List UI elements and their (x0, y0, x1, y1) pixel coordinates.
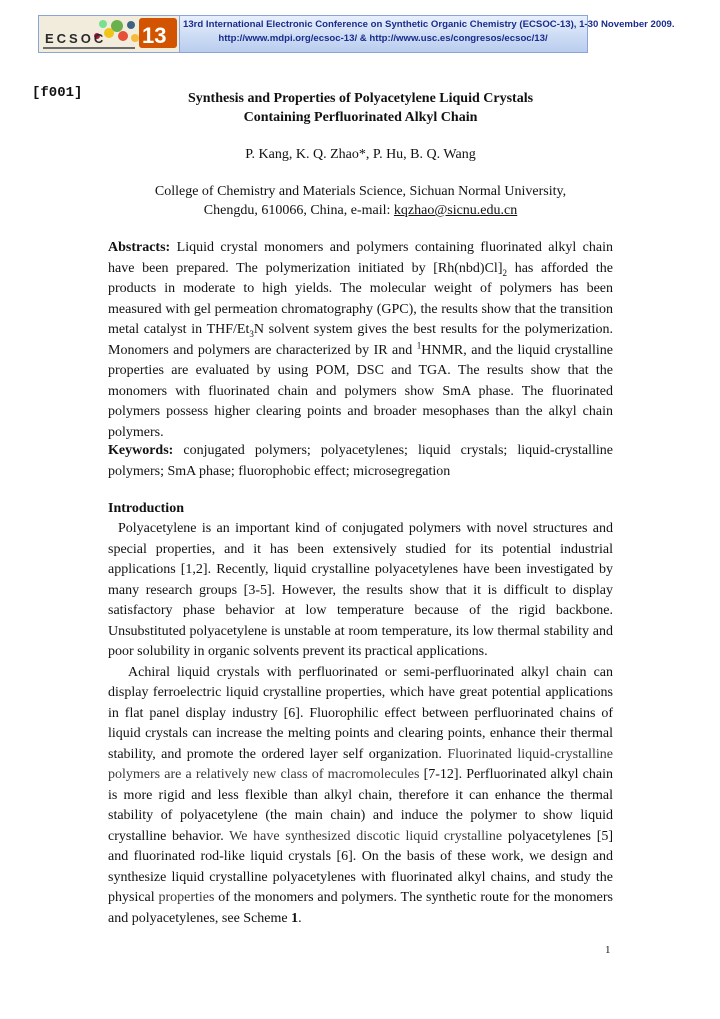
banner-text (183, 18, 675, 46)
page-number: 1 (605, 944, 611, 956)
intro-paragraph-2 (108, 663, 613, 930)
paper-tag: [f001] (32, 85, 83, 101)
intro-p2-e: polyacetylenes [5] and fluorinated rod-like liquid crystals [6]. On the basis of these work, we design and synthesize liquid crystalline polyacetylenes with fluorinated alkyl chains, and study the physical (108, 828, 614, 905)
authors: P. Kang, K. Q. Zhao*, P. Hu, B. Q. Wang (245, 147, 476, 162)
logo-text: ECSOC (45, 31, 107, 46)
ecsoc-logo-graphic (39, 16, 179, 52)
banner-line-2[interactable]: http://www.mdpi.org/ecsoc-13/ & http://www.usc.es/congresos/ecsoc/13/ (218, 33, 548, 44)
logo-number: 13 (142, 23, 167, 48)
scheme-number: 1 (291, 910, 299, 926)
affiliation-line-2-prefix: Chengdu, 610066, China, e-mail: (203, 203, 394, 218)
abstract (108, 238, 613, 443)
banner-line-1: 13rd International Electronic Conference on Synthetic Organic Chemistry (ECSOC-13), 1-30 November 2009. (183, 19, 675, 30)
abstract-sub-1: 2 (502, 267, 507, 278)
affiliation-line-1: College of Chemistry and Materials Science, Sichuan Normal University, (154, 184, 567, 199)
intro-p2-f: properties (158, 890, 215, 905)
abstract-text-3: N solvent system gives the best results for the polymerization. Monomers and polymers are characterized by IR and (108, 322, 613, 358)
abstract-label: Abstracts: (108, 240, 171, 255)
email-link[interactable]: kqzhao@sicnu.edu.cn (393, 203, 518, 218)
title-line-1: Synthesis and Properties of Polyacetylene Liquid Crystals (187, 91, 534, 106)
paper-title (108, 89, 613, 127)
intro-p2-a: Achiral liquid crystals with perfluorinated or semi-perfluorinated alkyl chain can display ferroelectric liquid crystalline properties, which have great potential applications in flat panel display industry [6]. Fluorophilic effect between perfluorinated chains of liquid crystals can increase the melting points and clearing points, enhance their thermal stability, and promote the ordered layer self organization. (108, 664, 613, 762)
introduction-heading: Introduction (108, 501, 184, 516)
abstract-sup-1: 1 (416, 339, 422, 350)
ecsoc-logo (39, 16, 180, 52)
abstract-text-1: Liquid crystal monomers and polymers containing fluorinated alkyl chain have been prepared. The polymerization initiated by [Rh(nbd)Cl] (108, 240, 613, 276)
abstract-sub-2: 3 (249, 328, 254, 339)
intro-p2-d: We have synthesized discotic liquid crystalline (229, 828, 503, 844)
abstract-text-4: HNMR, and the liquid crystalline properties are evaluated by using POM, DSC and TGA. The results show that the monomers with fluorinated chain and polymers show SmA phase. The fluorinated polymers possess higher clearing points and broader mesophases than the alkyl chain polymers. (108, 342, 613, 440)
intro-paragraph-1: Polyacetylene is an important kind of conjugated polymers with novel structures and special properties, and it has been extensively studied for its potential industrial applications [1,2]. Recently, liquid crystalline polyacetylenes have been investigated by many research groups [3-5]. However, the results show that it is difficult to display satisfactory phase behavior at low temperature because of the rigid backbone. Unsubstituted polyacetylene is unstable at room temperature, its low thermal stability and poor solubility in organic solvents prevent its practical applications. (108, 521, 613, 659)
keywords-text: conjugated polymers; polyacetylenes; liquid crystals; liquid-crystalline polymers; SmA phase; fluorophobic effect; microsegregation (108, 443, 613, 479)
conference-banner (38, 15, 675, 53)
intro-p2-c: [7-12]. Perfluorinated alkyl chain is more rigid and less flexible than alkyl chain, therefore it can enhance the thermal stability of polyacetylene (the main chain) and induce the polymer to show liquid crystalline behavior. (108, 767, 613, 844)
affiliation-line-2 (108, 201, 613, 220)
keywords-label: Keywords: (108, 443, 174, 458)
intro-p2-g: of the monomers and polymers. The synthetic route for the monomers and polyacetylenes, see Scheme (108, 890, 613, 926)
intro-p2-b: Fluorinated liquid-crystalline polymers are a relatively new class of macromolecules (108, 746, 614, 782)
affiliation (108, 182, 613, 220)
introduction-body (108, 519, 613, 929)
keywords (108, 441, 613, 482)
title-line-2: Containing Perfluorinated Alkyl Chain (243, 110, 478, 125)
abstract-text-2: has afforded the products in moderate to high yields. The molecular weight of polymers has been measured with gel permeation chromatography (GPC), the results show that the transition metal catalyst in THF/Et (108, 260, 613, 337)
intro-p2-end: . (298, 910, 302, 926)
